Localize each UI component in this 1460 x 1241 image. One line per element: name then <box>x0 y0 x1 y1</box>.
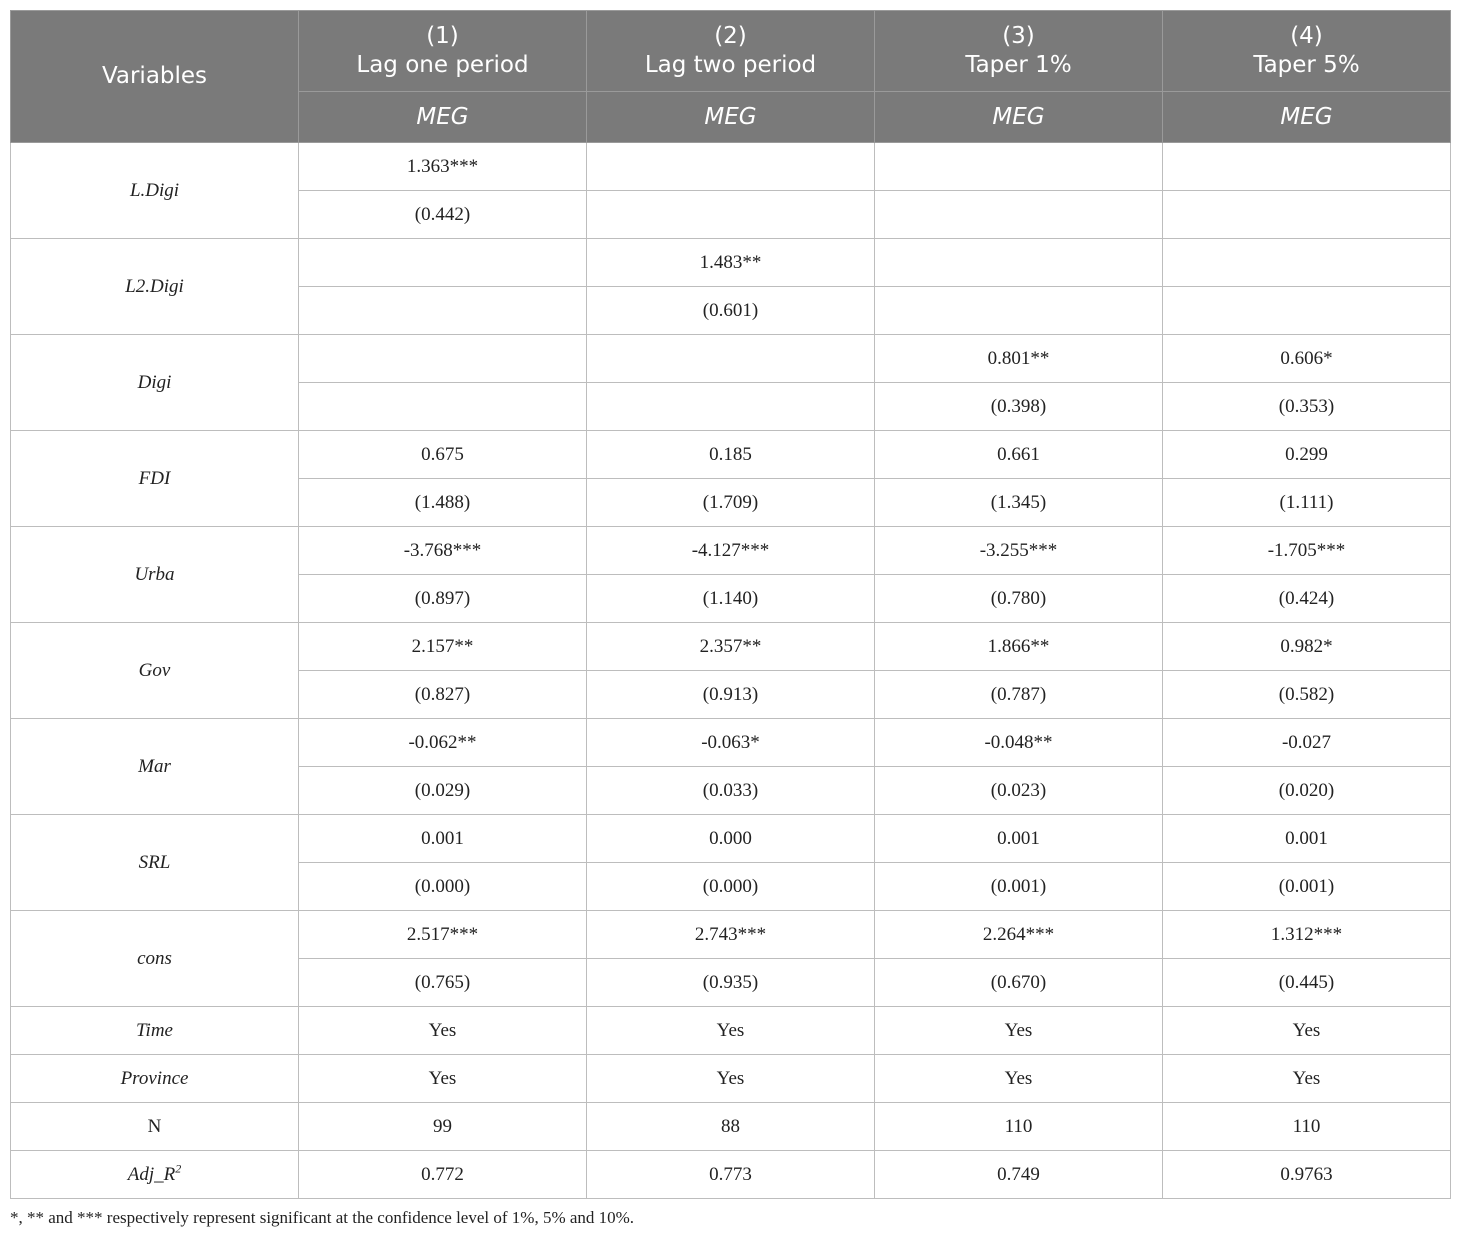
standard-error-cell <box>587 191 875 239</box>
standard-error-cell: (0.424) <box>1163 575 1451 623</box>
table-header <box>11 11 1451 143</box>
table-note: *, ** and *** respectively represent significant at the confidence level of 1%, 5% and 10%. <box>10 1208 635 1227</box>
summary-value-cell: 88 <box>587 1103 875 1151</box>
summary-value-cell: Yes <box>875 1007 1163 1055</box>
summary-row <box>11 1055 1451 1103</box>
superscript: 2 <box>175 1161 182 1176</box>
standard-error-cell <box>875 191 1163 239</box>
standard-error-cell <box>1163 191 1451 239</box>
standard-error-cell: (0.787) <box>875 671 1163 719</box>
summary-row <box>11 1151 1451 1199</box>
coef-row <box>11 143 1451 191</box>
table-body <box>11 143 1451 1199</box>
summary-value-cell: 0.773 <box>587 1151 875 1199</box>
standard-error-cell: (0.398) <box>875 383 1163 431</box>
summary-value-cell: 110 <box>875 1103 1163 1151</box>
variable-label: Digi <box>11 335 299 431</box>
coefficient-cell <box>587 335 875 383</box>
coefficient-cell: 0.801** <box>875 335 1163 383</box>
summary-label <box>11 1055 299 1103</box>
coefficient-cell: -1.705*** <box>1163 527 1451 575</box>
standard-error-cell: (0.000) <box>587 863 875 911</box>
standard-error-cell: (1.111) <box>1163 479 1451 527</box>
standard-error-cell: (1.345) <box>875 479 1163 527</box>
coefficient-cell: 0.982* <box>1163 623 1451 671</box>
variable-label: L.Digi <box>11 143 299 239</box>
summary-label <box>11 1103 299 1151</box>
coef-row <box>11 431 1451 479</box>
coefficient-cell: 2.517*** <box>299 911 587 959</box>
coef-row <box>11 335 1451 383</box>
coefficient-cell: 1.483** <box>587 239 875 287</box>
column-header-2 <box>587 11 875 92</box>
standard-error-cell <box>299 287 587 335</box>
standard-error-cell: (0.029) <box>299 767 587 815</box>
column-label: Taper 1% <box>965 52 1072 78</box>
coefficient-cell <box>299 239 587 287</box>
coefficient-cell: 0.606* <box>1163 335 1451 383</box>
standard-error-cell: (0.442) <box>299 191 587 239</box>
standard-error-cell: (1.709) <box>587 479 875 527</box>
coefficient-cell: 0.000 <box>587 815 875 863</box>
coefficient-cell: -3.768*** <box>299 527 587 575</box>
standard-error-cell <box>1163 287 1451 335</box>
coefficient-cell <box>1163 239 1451 287</box>
column-header-3 <box>875 11 1163 92</box>
coef-row <box>11 911 1451 959</box>
summary-value-cell: 0.9763 <box>1163 1151 1451 1199</box>
summary-value-cell: Yes <box>875 1055 1163 1103</box>
coefficient-cell: 2.157** <box>299 623 587 671</box>
coef-row <box>11 815 1451 863</box>
column-header-1 <box>299 11 587 92</box>
coefficient-cell: 0.001 <box>1163 815 1451 863</box>
coefficient-cell: -0.048** <box>875 719 1163 767</box>
coefficient-cell <box>1163 143 1451 191</box>
coefficient-cell: 0.001 <box>299 815 587 863</box>
summary-value-cell: 110 <box>1163 1103 1451 1151</box>
standard-error-cell <box>299 383 587 431</box>
standard-error-cell <box>875 287 1163 335</box>
column-number: (3) <box>1002 23 1035 49</box>
coefficient-cell: 2.743*** <box>587 911 875 959</box>
coefficient-cell: -0.063* <box>587 719 875 767</box>
variable-label: cons <box>11 911 299 1007</box>
standard-error-cell: (0.935) <box>587 959 875 1007</box>
coefficient-cell: -3.255*** <box>875 527 1163 575</box>
standard-error-cell: (0.913) <box>587 671 875 719</box>
summary-label <box>11 1007 299 1055</box>
variable-label: FDI <box>11 431 299 527</box>
standard-error-cell: (0.827) <box>299 671 587 719</box>
coefficient-cell <box>587 143 875 191</box>
standard-error-cell: (0.033) <box>587 767 875 815</box>
column-number: (2) <box>714 23 747 49</box>
standard-error-cell: (0.897) <box>299 575 587 623</box>
standard-error-cell: (0.353) <box>1163 383 1451 431</box>
standard-error-cell: (0.023) <box>875 767 1163 815</box>
coefficient-cell: 0.185 <box>587 431 875 479</box>
standard-error-cell: (1.140) <box>587 575 875 623</box>
coef-row <box>11 623 1451 671</box>
standard-error-cell: (0.780) <box>875 575 1163 623</box>
coefficient-cell: -0.062** <box>299 719 587 767</box>
regression-table <box>10 10 1451 1199</box>
coef-row <box>11 239 1451 287</box>
variables-header: Variables <box>11 11 299 143</box>
coefficient-cell: 1.866** <box>875 623 1163 671</box>
standard-error-cell: (0.001) <box>875 863 1163 911</box>
summary-value-cell: Yes <box>1163 1055 1451 1103</box>
standard-error-cell: (0.765) <box>299 959 587 1007</box>
summary-label-text: Province <box>120 1067 189 1089</box>
standard-error-cell: (0.001) <box>1163 863 1451 911</box>
variable-label: L2.Digi <box>11 239 299 335</box>
coefficient-cell: 0.675 <box>299 431 587 479</box>
coefficient-cell: 1.312*** <box>1163 911 1451 959</box>
coefficient-cell: 2.264*** <box>875 911 1163 959</box>
variable-label: Urba <box>11 527 299 623</box>
standard-error-cell <box>587 383 875 431</box>
standard-error-cell: (0.582) <box>1163 671 1451 719</box>
summary-value-cell: 0.749 <box>875 1151 1163 1199</box>
coef-row <box>11 527 1451 575</box>
standard-error-cell: (1.488) <box>299 479 587 527</box>
dependent-variable-2: MEG <box>587 92 875 143</box>
summary-label-text: Time <box>136 1019 173 1041</box>
variable-label: Gov <box>11 623 299 719</box>
summary-value-cell: 0.772 <box>299 1151 587 1199</box>
summary-label <box>11 1151 299 1199</box>
coefficient-cell <box>875 239 1163 287</box>
summary-value-cell: Yes <box>1163 1007 1451 1055</box>
column-label: Lag one period <box>356 52 529 78</box>
coefficient-cell: 0.299 <box>1163 431 1451 479</box>
dependent-variable-4: MEG <box>1163 92 1451 143</box>
coefficient-cell: 2.357** <box>587 623 875 671</box>
summary-row <box>11 1007 1451 1055</box>
coefficient-cell <box>875 143 1163 191</box>
coefficient-cell <box>299 335 587 383</box>
summary-value-cell: Yes <box>299 1007 587 1055</box>
summary-value-cell: Yes <box>587 1055 875 1103</box>
coefficient-cell: -4.127*** <box>587 527 875 575</box>
summary-label-text: Adj_R <box>127 1163 176 1185</box>
column-header-4 <box>1163 11 1451 92</box>
variable-label: SRL <box>11 815 299 911</box>
standard-error-cell: (0.445) <box>1163 959 1451 1007</box>
standard-error-cell: (0.020) <box>1163 767 1451 815</box>
column-number: (4) <box>1290 23 1323 49</box>
summary-value-cell: Yes <box>299 1055 587 1103</box>
summary-value-cell: 99 <box>299 1103 587 1151</box>
standard-error-cell: (0.670) <box>875 959 1163 1007</box>
standard-error-cell: (0.601) <box>587 287 875 335</box>
summary-row <box>11 1103 1451 1151</box>
dependent-variable-3: MEG <box>875 92 1163 143</box>
dependent-variable-1: MEG <box>299 92 587 143</box>
column-label: Taper 5% <box>1253 52 1360 78</box>
coefficient-cell: 1.363*** <box>299 143 587 191</box>
coefficient-cell: -0.027 <box>1163 719 1451 767</box>
summary-label-text: N <box>147 1115 162 1137</box>
standard-error-cell: (0.000) <box>299 863 587 911</box>
column-label: Lag two period <box>644 52 817 78</box>
coefficient-cell: 0.001 <box>875 815 1163 863</box>
summary-value-cell: Yes <box>587 1007 875 1055</box>
coefficient-cell: 0.661 <box>875 431 1163 479</box>
variable-label: Mar <box>11 719 299 815</box>
coef-row <box>11 719 1451 767</box>
column-number: (1) <box>426 23 459 49</box>
